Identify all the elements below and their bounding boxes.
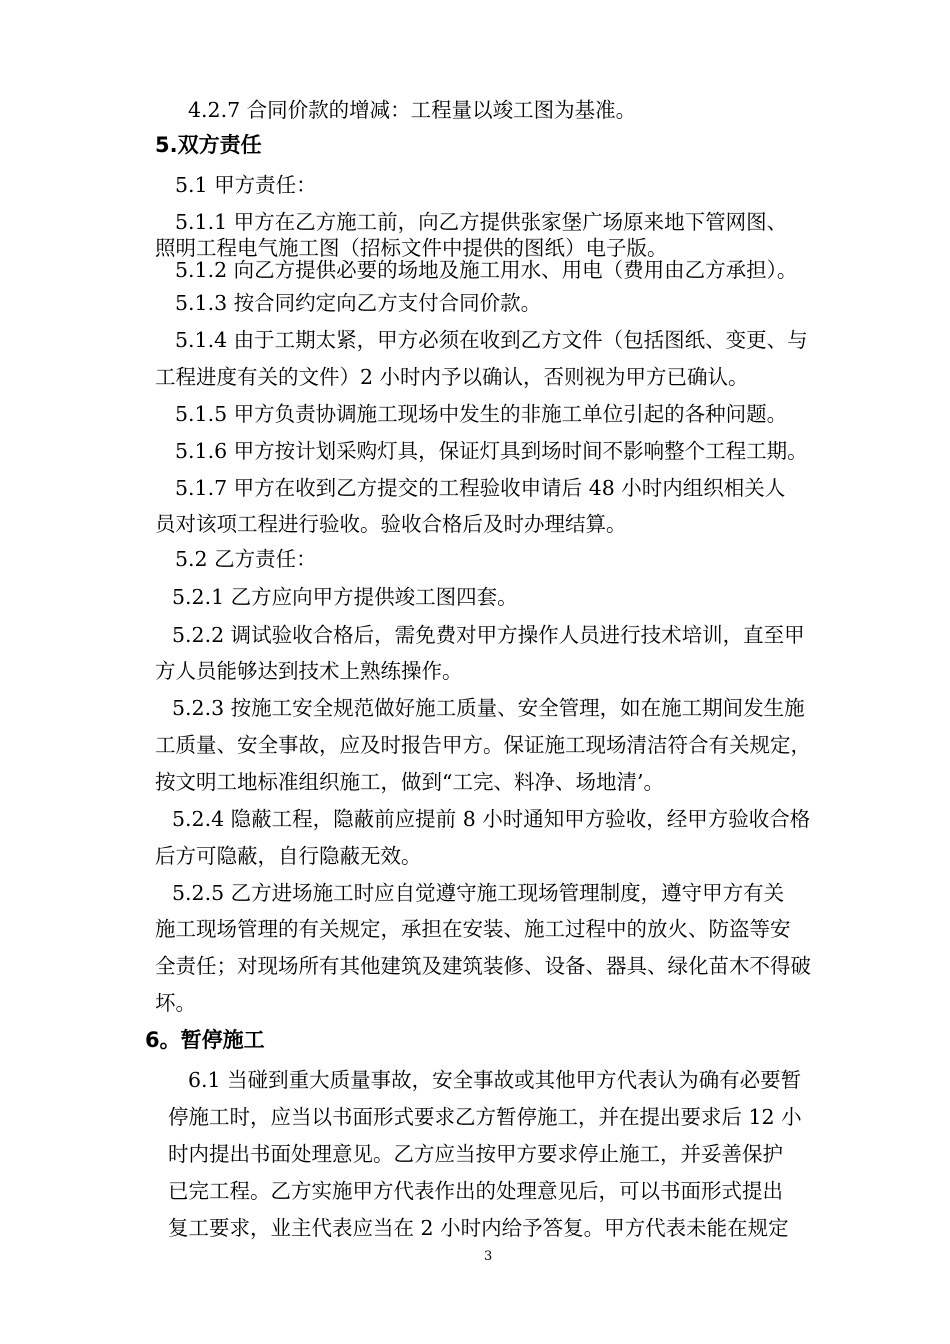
page-number: 3 [484, 1249, 493, 1264]
clause-5-2-3-line1: 5.2.3 按施工安全规范做好施工质量、安全管理，如在施工期间发生施 [172, 696, 805, 720]
section-heading-5: 5.双方责任 [155, 133, 262, 157]
clause-5-1-1-line1: 5.1.1 甲方在乙方施工前，向乙方提供张家堡广场原来地下管网图、 [175, 210, 788, 234]
clause-5-2-2-line1: 5.2.2 调试验收合格后，需免费对甲方操作人员进行技术培训，直至甲 [172, 623, 805, 647]
clause-5-1-heading: 5.1 甲方责任： [175, 173, 317, 197]
clause-5-2-5-line3: 全责任；对现场所有其他建筑及建筑装修、设备、器具、绿化苗木不得破 [155, 954, 811, 978]
clause-5-2-3-line2: 工质量、安全事故，应及时报告甲方。保证施工现场清洁符合有关规定， [155, 733, 811, 757]
clause-5-1-6: 5.1.6 甲方按计划采购灯具，保证灯具到场时间不影响整个工程工期。 [175, 439, 808, 463]
clause-6-1-line3: 时内提出书面处理意见。乙方应当按甲方要求停止施工，并妥善保护 [168, 1142, 783, 1166]
clause-5-2-4-line2: 后方可隐蔽，自行隐蔽无效。 [155, 844, 422, 868]
clause-5-1-7-line1: 5.1.7 甲方在收到乙方提交的工程验收申请后 48 小时内组织相关人 [175, 476, 786, 500]
clause-5-2-1: 5.2.1 乙方应向甲方提供竣工图四套。 [172, 585, 518, 609]
section-heading-6: 6。暂停施工 [145, 1028, 265, 1052]
clause-5-1-5: 5.1.5 甲方负责协调施工现场中发生的非施工单位引起的各种问题。 [175, 402, 788, 426]
clause-6-1-line4: 已完工程。乙方实施甲方代表作出的处理意见后，可以书面形式提出 [168, 1179, 783, 1203]
clause-5-1-1-line2: 照明工程电气施工图（招标文件中提供的图纸）电子版。 [155, 236, 668, 260]
clause-5-2-5-line4: 坏。 [155, 991, 196, 1015]
clause-5-1-2: 5.1.2 向乙方提供必要的场地及施工用水、用电（费用由乙方承担）。 [175, 258, 798, 282]
clause-5-2-heading: 5.2 乙方责任： [175, 547, 317, 571]
clause-5-2-3-line3: 按文明工地标准组织施工，做到“工完、料净、场地清’。 [155, 770, 664, 794]
clause-5-1-3: 5.1.3 按合同约定向乙方支付合同价款。 [175, 291, 542, 315]
clause-6-1-line2: 停施工时，应当以书面形式要求乙方暂停施工，并在提出要求后 12 小 [168, 1105, 802, 1129]
clause-5-2-5-line1: 5.2.5 乙方进场施工时应自觉遵守施工现场管理制度，遵守甲方有关 [172, 881, 785, 905]
clause-5-1-7-line2: 员对该项工程进行验收。验收合格后及时办理结算。 [155, 512, 627, 536]
clause-6-1-line1: 6.1 当碰到重大质量事故，安全事故或其他甲方代表认为确有必要暂 [188, 1068, 802, 1092]
clause-5-1-4-line2: 工程进度有关的文件）2 小时内予以确认，否则视为甲方已确认。 [155, 365, 749, 389]
clause-6-1-line5: 复工要求，业主代表应当在 2 小时内给予答复。甲方代表未能在规定 [168, 1216, 789, 1240]
clause-5-2-4-line1: 5.2.4 隐蔽工程，隐蔽前应提前 8 小时通知甲方验收，经甲方验收合格 [172, 807, 811, 831]
clause-5-1-4-line1: 5.1.4 由于工期太紧，甲方必须在收到乙方文件（包括图纸、变更、与 [175, 328, 808, 352]
clause-4-2-7: 4.2.7 合同价款的增减：工程量以竣工图为基准。 [188, 98, 637, 122]
clause-5-2-2-line2: 方人员能够达到技术上熟练操作。 [155, 659, 463, 683]
clause-5-2-5-line2: 施工现场管理的有关规定，承担在安装、施工过程中的放火、防盗等安 [155, 917, 791, 941]
